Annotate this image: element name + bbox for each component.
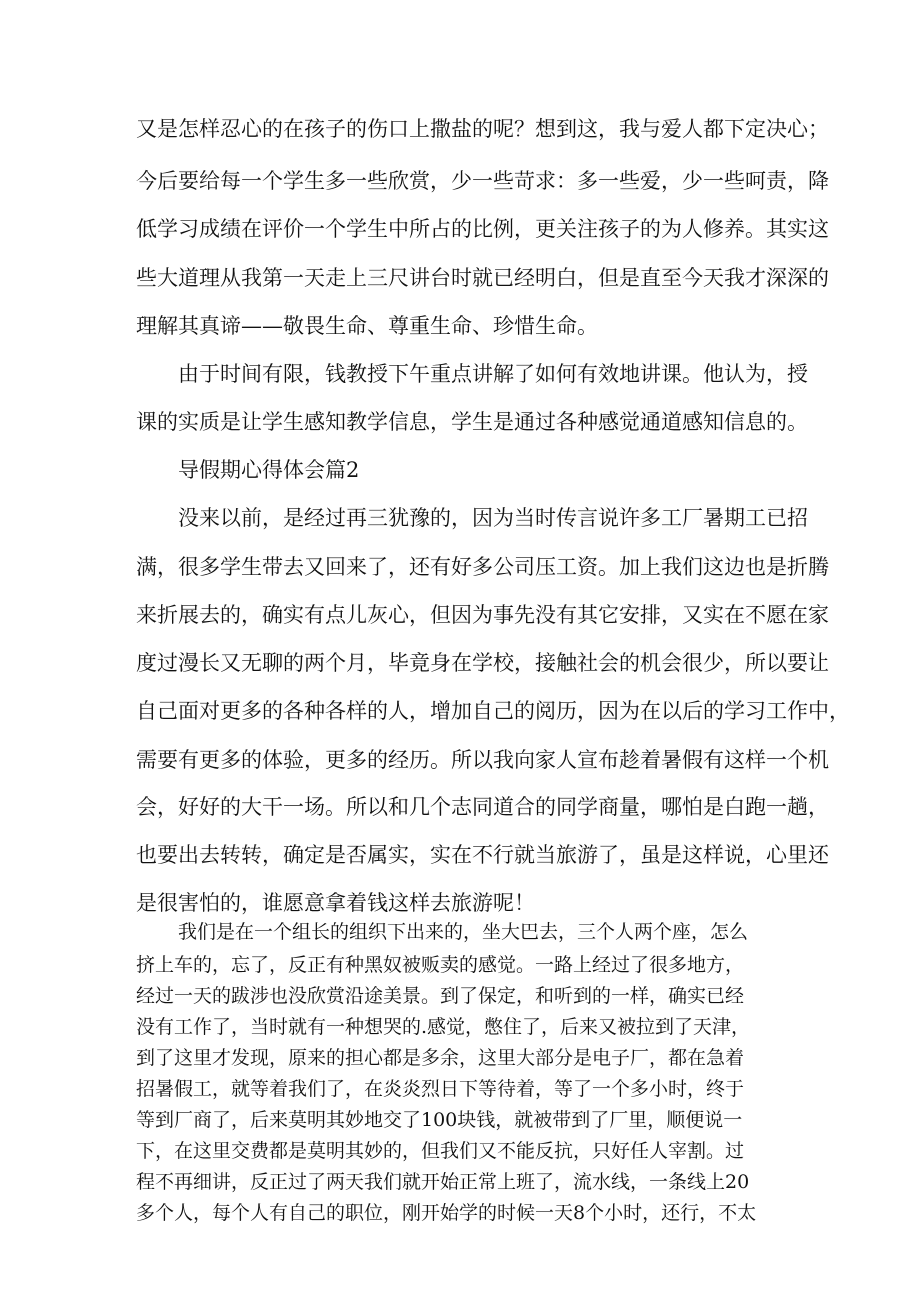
paragraph-line: 低学习成绩在评价一个学生中所占的比例，更关注孩子的为人修养。其实这 [136,217,829,241]
paragraph-line: 需要有更多的体验，更多的经历。所以我向家人宣布趁着暑假有这样一个机 [136,748,829,772]
paragraph-line: 自己面对更多的各种各样的人，增加自己的阅历，因为在以后的学习工作中， [136,699,850,723]
paragraph-line: 又是怎样忍心的在孩子的伤口上撒盐的呢？想到这，我与爱人都下定决心； [136,117,829,141]
paragraph-line: 些大道理从我第一天走上三尺讲台时就已经明白，但是直至今天我才深深的 [136,266,829,290]
paragraph-line: 是很害怕的，谁愿意拿着钱这样去旅游呢！ [136,891,535,915]
paragraph-line: 挤上车的，忘了，反正有种黑奴被贩卖的感觉。一路上经过了很多地方， [136,954,745,976]
paragraph-line: 招暑假工，就等着我们了，在炎炎烈日下等待着，等了一个多小时，终于 [136,1078,745,1100]
paragraph-line: 没有工作了，当时就有一种想哭的.感觉，憋住了，后来又被拉到了天津， [136,1016,751,1038]
paragraph-line: 满，很多学生带去又回来了，还有好多公司压工资。加上我们这边也是折腾 [136,555,829,579]
paragraph-line: 到了这里才发现，原来的担心都是多余，这里大部分是电子厂，都在急着 [136,1047,745,1069]
paragraph-line: 我们是在一个组长的组织下出来的，坐大巴去，三个人两个座，怎么 [178,921,749,943]
section-heading: 导假期心得体会篇2 [178,458,360,482]
paragraph-line: 会，好好的大干一场。所以和几个志同道合的同学商量，哪怕是白跑一趟， [136,795,829,819]
paragraph-line: 也要出去转转，确定是否属实，实在不行就当旅游了，虽是这样说，心里还 [136,843,829,867]
paragraph-line: 程不再细讲，反正过了两天我们就开始正常上班了，流水线，一条线上20 [136,1171,750,1193]
paragraph-line: 由于时间有限，钱教授下午重点讲解了如何有效地讲课。他认为，授 [178,362,808,386]
paragraph-line: 今后要给每一个学生多一些欣赏，少一些苛求：多一些爱，少一些呵责，降 [136,169,829,193]
paragraph-line: 来折展去的，确实有点儿灰心，但因为事先没有其它安排，又实在不愿在家 [136,603,829,627]
paragraph-line: 度过漫长又无聊的两个月，毕竟身在学校，接触社会的机会很少，所以要让 [136,651,829,675]
paragraph-line: 多个人，每个人有自己的职位，刚开始学的时候一天8个小时，还行，不太 [136,1202,757,1224]
paragraph-line: 理解其真谛——敬畏生命、尊重生命、珍惜生命。 [136,314,598,338]
paragraph-line: 没来以前，是经过再三犹豫的，因为当时传言说许多工厂暑期工已招 [178,506,808,530]
paragraph-line: 课的实质是让学生感知教学信息，学生是通过各种感觉通道感知信息的。 [136,410,808,434]
paragraph-line: 经过一天的跋涉也没欣赏沿途美景。到了保定，和听到的一样，确实已经 [136,985,745,1007]
paragraph-line: 等到厂商了，后来莫明其妙地交了100块钱，就被带到了厂里，顺便说一 [136,1109,743,1131]
paragraph-line: 下，在这里交费都是莫明其妙的，但我们又不能反抗，只好任人宰割。过 [136,1140,745,1162]
